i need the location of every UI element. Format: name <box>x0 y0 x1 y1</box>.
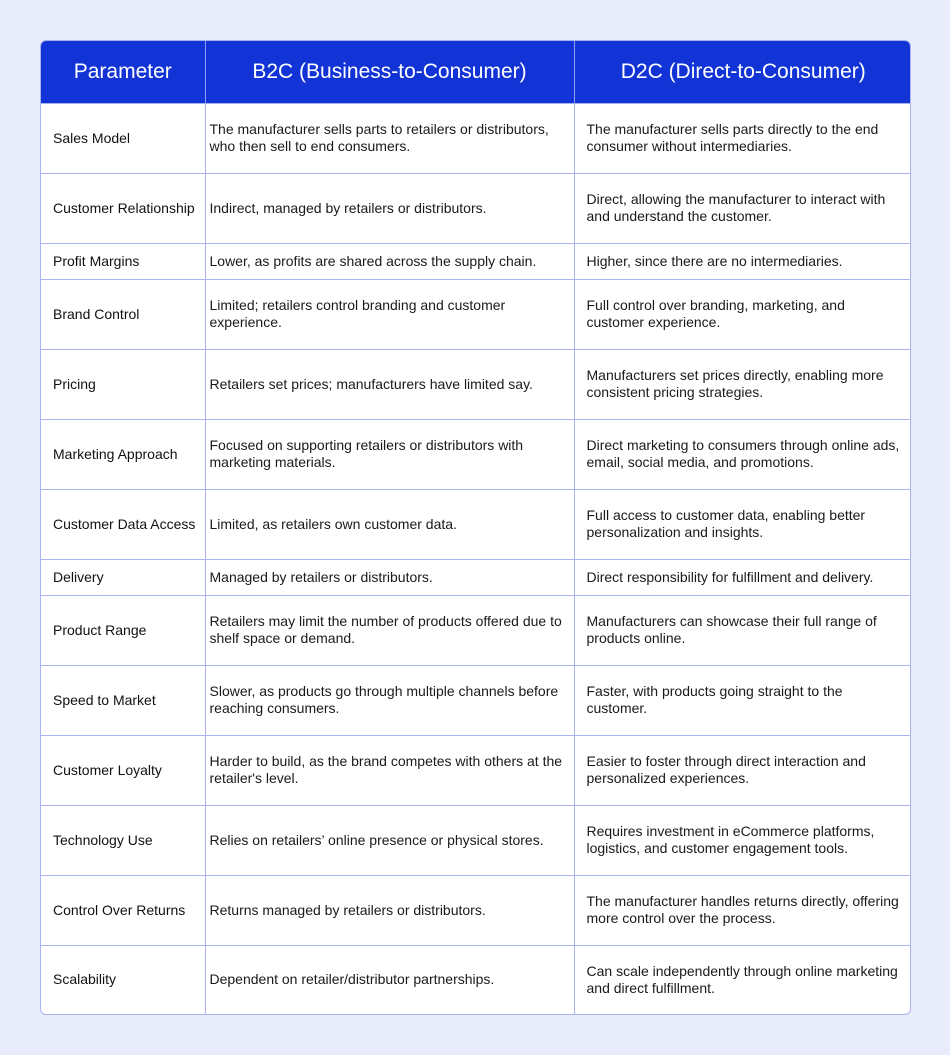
parameter-cell: Delivery <box>41 559 205 595</box>
d2c-cell: The manufacturer sells parts directly to the end consumer without intermediaries. <box>586 121 879 154</box>
parameter-cell: Profit Margins <box>41 243 205 279</box>
d2c-cell: The manufacturer handles returns directly, offering more control over the process. <box>586 893 899 926</box>
table-row <box>41 243 911 279</box>
parameter-cell: Product Range <box>41 595 205 665</box>
d2c-cell: Manufacturers can showcase their full range of products online. <box>586 613 877 646</box>
parameter-cell: Pricing <box>41 349 205 419</box>
parameter-cell: Customer Relationship <box>41 173 205 243</box>
table-row <box>41 349 911 419</box>
table-row <box>41 559 911 595</box>
d2c-cell: Requires investment in eCommerce platforms, logistics, and customer engagement tools. <box>586 823 875 856</box>
table-row <box>41 173 911 243</box>
header-parameter: Parameter <box>41 41 205 103</box>
table-row <box>41 875 911 945</box>
table-row <box>41 805 911 875</box>
b2c-cell: Slower, as products go through multiple channels before reaching consumers. <box>205 665 574 735</box>
b2c-cell: Managed by retailers or distributors. <box>205 559 574 595</box>
parameter-cell: Marketing Approach <box>41 419 205 489</box>
parameter-cell: Sales Model <box>41 103 205 173</box>
comparison-table <box>41 41 911 1014</box>
table-row <box>41 665 911 735</box>
table-row <box>41 945 911 1014</box>
d2c-cell: Direct responsibility for fulfillment and delivery. <box>586 568 874 585</box>
d2c-cell: Full access to customer data, enabling better personalization and insights. <box>586 507 866 540</box>
header-row <box>41 41 911 103</box>
b2c-cell: Focused on supporting retailers or distributors with marketing materials. <box>205 419 574 489</box>
d2c-cell: Full control over branding, marketing, and customer experience. <box>586 297 845 330</box>
b2c-cell: Limited; retailers control branding and customer experience. <box>205 279 574 349</box>
d2c-cell: Manufacturers set prices directly, enabling more consistent pricing strategies. <box>586 367 884 400</box>
b2c-cell: The manufacturer sells parts to retailers or distributors, who then sell to end consumers. <box>205 103 574 173</box>
header-b2c: B2C (Business-to-Consumer) <box>205 41 574 103</box>
b2c-cell: Harder to build, as the brand competes with others at the retailer's level. <box>205 735 574 805</box>
parameter-cell: Technology Use <box>41 805 205 875</box>
table-row <box>41 103 911 173</box>
parameter-cell: Customer Loyalty <box>41 735 205 805</box>
d2c-cell: Direct marketing to consumers through online ads, email, social media, and promotions. <box>586 437 900 470</box>
header-d2c: D2C (Direct-to-Consumer) <box>574 41 911 103</box>
b2c-cell: Returns managed by retailers or distributors. <box>205 875 574 945</box>
b2c-cell: Dependent on retailer/distributor partnerships. <box>205 945 574 1014</box>
parameter-cell: Brand Control <box>41 279 205 349</box>
d2c-cell: Direct, allowing the manufacturer to interact with and understand the customer. <box>586 191 886 224</box>
b2c-cell: Limited, as retailers own customer data. <box>205 489 574 559</box>
b2c-cell: Indirect, managed by retailers or distributors. <box>205 173 574 243</box>
b2c-cell: Lower, as profits are shared across the supply chain. <box>205 243 574 279</box>
parameter-cell: Customer Data Access <box>41 489 205 559</box>
parameter-cell: Control Over Returns <box>41 875 205 945</box>
d2c-cell: Faster, with products going straight to the customer. <box>586 683 843 716</box>
table-row <box>41 279 911 349</box>
d2c-cell: Higher, since there are no intermediaries. <box>586 252 843 269</box>
b2c-cell: Relies on retailers’ online presence or physical stores. <box>205 805 574 875</box>
parameter-cell: Speed to Market <box>41 665 205 735</box>
d2c-cell: Can scale independently through online marketing and direct fulfillment. <box>586 962 898 996</box>
comparison-table-container <box>40 40 911 1015</box>
table-row <box>41 419 911 489</box>
b2c-cell: Retailers set prices; manufacturers have limited say. <box>205 349 574 419</box>
table-header <box>41 41 911 103</box>
parameter-cell: Scalability <box>41 945 205 1014</box>
table-row <box>41 735 911 805</box>
d2c-cell: Easier to foster through direct interaction and personalized experiences. <box>586 753 866 786</box>
table-body <box>41 103 911 1014</box>
b2c-cell: Retailers may limit the number of products offered due to shelf space or demand. <box>205 595 574 665</box>
table-row <box>41 595 911 665</box>
table-row <box>41 489 911 559</box>
